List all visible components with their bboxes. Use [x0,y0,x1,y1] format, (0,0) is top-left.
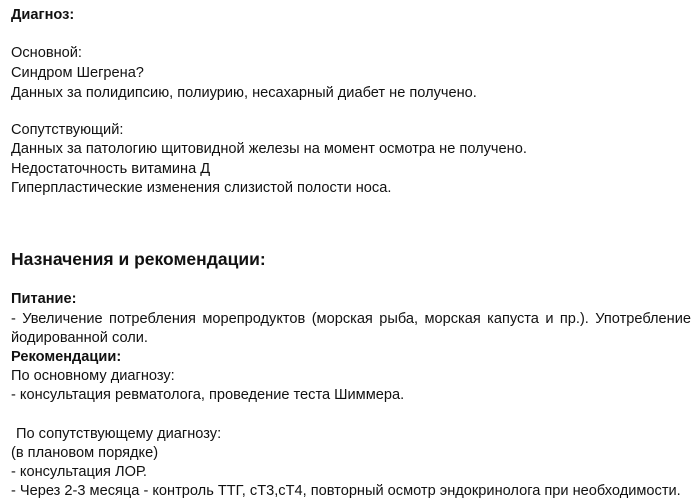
concomitant-recommendations-label: По сопутствующему диагнозу: [16,426,222,442]
prescriptions-heading: Назначения и рекомендации: [11,249,266,269]
recommendation-item: - консультация ЛОР. [11,464,147,480]
primary-diagnosis-line: Данных за полидипсию, полиурию, несахарный диабет не получено. [11,85,477,101]
recommendation-item: - Через 2-3 месяца - контроль ТТГ, сТ3,сТ4, повторный осмотр эндокринолога при необходимости. [11,483,681,499]
primary-recommendations-label: По основному диагнозу: [11,368,175,384]
nutrition-text-line: - Увеличение потребления морепродуктов (морская рыба, морская капуста и пр.). Употребление [11,311,691,327]
nutrition-label: Питание: [11,291,77,307]
primary-diagnosis-line: Синдром Шегрена? [11,65,144,81]
concomitant-diagnosis-line: Данных за патологию щитовидной железы на момент осмотра не получено. [11,141,527,157]
diagnosis-heading: Диагноз: [11,7,75,23]
recommendation-item: (в плановом порядке) [11,445,159,461]
concomitant-diagnosis-label: Сопутствующий: [11,122,124,138]
nutrition-text-line: йодированной соли. [11,330,148,346]
concomitant-diagnosis-line: Недостаточность витамина Д [11,161,211,177]
recommendations-label: Рекомендации: [11,349,122,365]
primary-diagnosis-label: Основной: [11,45,82,61]
concomitant-diagnosis-line: Гиперпластические изменения слизистой полости носа. [11,180,392,196]
recommendation-item: - консультация ревматолога, проведение теста Шиммера. [11,387,405,403]
